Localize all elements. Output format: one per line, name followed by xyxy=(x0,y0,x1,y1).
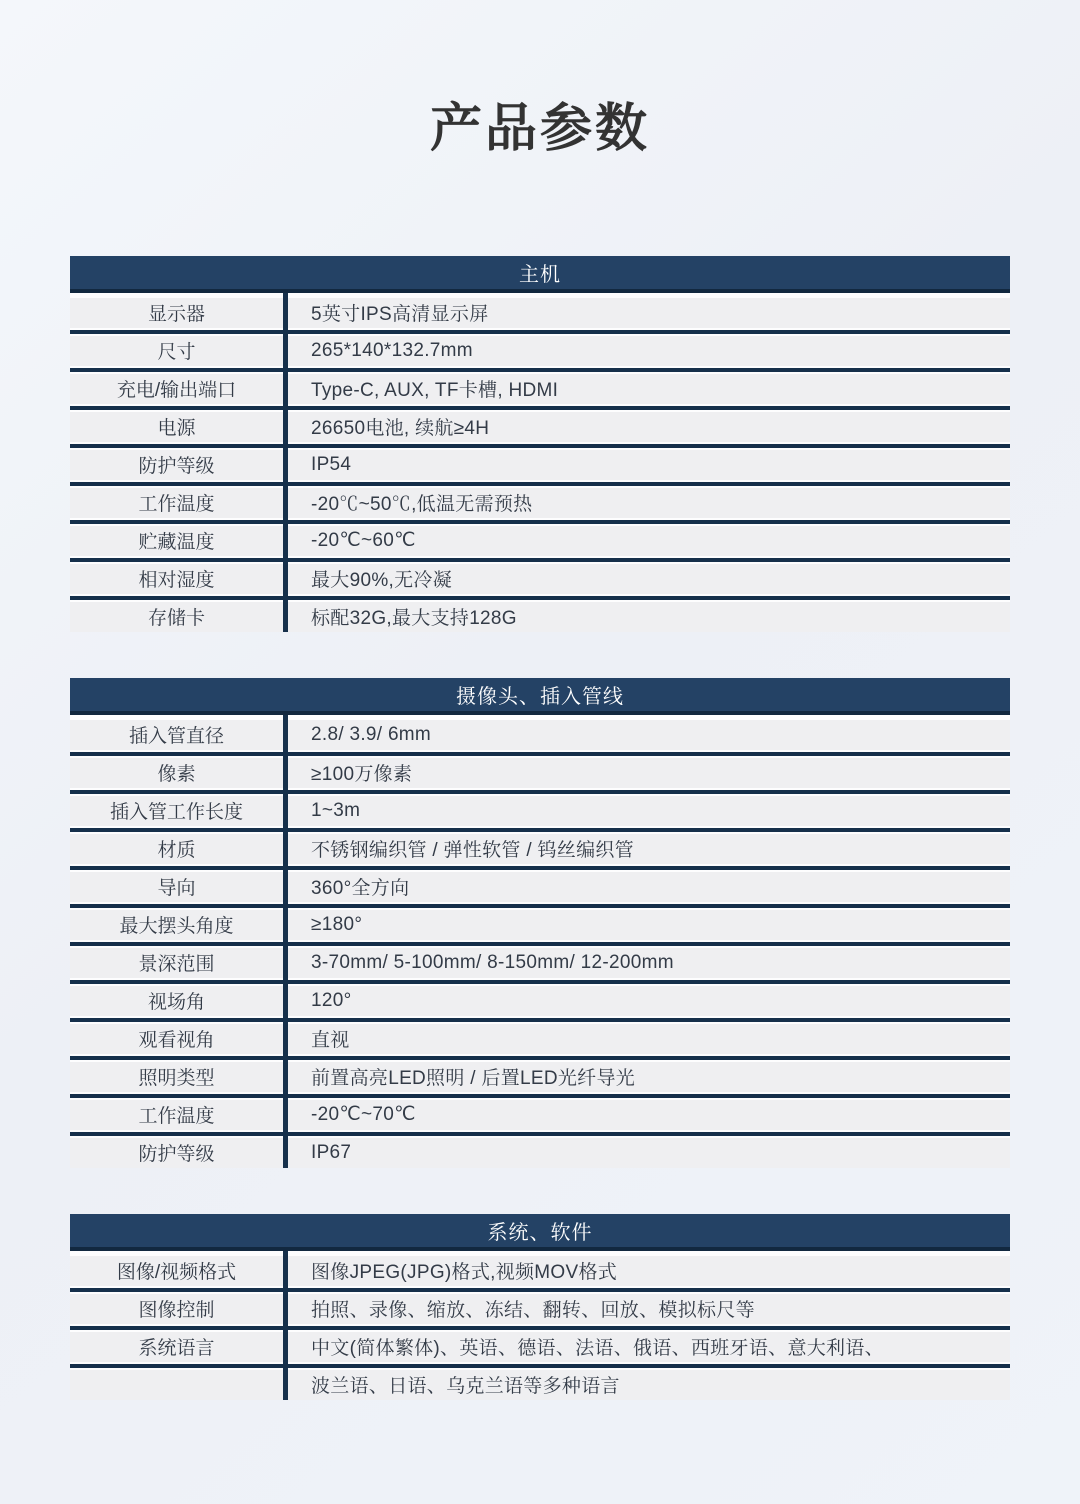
table-row xyxy=(70,834,1010,864)
row-label: 图像控制 xyxy=(138,1300,215,1322)
table-row xyxy=(70,1256,1010,1286)
table-row xyxy=(70,1332,1010,1362)
row-value: 最大90%,无冷凝 xyxy=(311,570,453,592)
table-row xyxy=(70,1370,1010,1400)
row-value: IP67 xyxy=(311,1141,352,1163)
row-value: 图像JPEG(JPG)格式,视频MOV格式 xyxy=(311,1262,618,1284)
row-label: 相对湿度 xyxy=(138,570,215,592)
row-label: 防护等级 xyxy=(138,1144,215,1166)
row-value: 120° xyxy=(311,989,352,1011)
row-separator xyxy=(70,1056,1010,1060)
row-label: 工作温度 xyxy=(138,494,215,516)
row-value: 前置高亮LED照明 / 后置LED光纤导光 xyxy=(311,1068,636,1090)
row-label: 最大摆头角度 xyxy=(119,916,234,938)
table-row xyxy=(70,1100,1010,1130)
row-label: 系统语言 xyxy=(138,1338,215,1360)
row-separator xyxy=(70,1018,1010,1022)
row-separator xyxy=(70,444,1010,448)
row-label: 景深范围 xyxy=(138,954,215,976)
row-label: 照明类型 xyxy=(138,1068,215,1090)
column-divider xyxy=(283,293,288,632)
table-row xyxy=(70,336,1010,366)
row-label: 观看视角 xyxy=(138,1030,215,1052)
table-body xyxy=(70,715,1010,1168)
row-separator xyxy=(70,866,1010,870)
row-separator xyxy=(70,1326,1010,1330)
spec-table-system-software xyxy=(70,1214,1010,1400)
table-header: 主机 xyxy=(70,256,1010,293)
row-label: 尺寸 xyxy=(157,342,196,364)
row-label: 图像/视频格式 xyxy=(116,1262,237,1284)
row-label: 工作温度 xyxy=(138,1106,215,1128)
row-separator xyxy=(70,520,1010,524)
table-body xyxy=(70,1251,1010,1400)
row-label: 防护等级 xyxy=(138,456,215,478)
row-label: 像素 xyxy=(157,764,196,786)
table-row xyxy=(70,910,1010,940)
page-title: 产品参数 xyxy=(429,100,650,158)
table-row xyxy=(70,872,1010,902)
row-label: 视场角 xyxy=(147,992,205,1014)
row-label: 存储卡 xyxy=(147,608,205,630)
spec-table-camera-tube xyxy=(70,678,1010,1168)
row-value: -20℃~50℃,低温无需预热 xyxy=(311,494,533,516)
row-separator xyxy=(70,790,1010,794)
row-value: 360°全方向 xyxy=(311,878,410,900)
row-value: 拍照、录像、缩放、冻结、翻转、回放、模拟标尺等 xyxy=(311,1300,755,1322)
table-row xyxy=(70,720,1010,750)
row-separator xyxy=(70,828,1010,832)
table-row xyxy=(70,374,1010,404)
table-body xyxy=(70,293,1010,632)
row-value: 5英寸IPS高清显示屏 xyxy=(311,304,489,326)
table-header: 系统、软件 xyxy=(70,1214,1010,1251)
table-row xyxy=(70,986,1010,1016)
row-value: 不锈钢编织管 / 弹性软管 / 钨丝编织管 xyxy=(311,840,634,862)
row-value: ≥100万像素 xyxy=(311,764,413,786)
row-value: ≥180° xyxy=(311,913,363,935)
row-value: 直视 xyxy=(311,1030,350,1052)
table-row xyxy=(70,564,1010,594)
table-row xyxy=(70,602,1010,632)
row-separator xyxy=(70,1132,1010,1136)
row-separator xyxy=(70,368,1010,372)
row-value: IP54 xyxy=(311,453,352,475)
row-label: 插入管直径 xyxy=(128,726,224,748)
column-divider xyxy=(283,1251,288,1400)
row-label: 导向 xyxy=(157,878,196,900)
row-label: 材质 xyxy=(157,840,196,862)
row-value: 265*140*132.7mm xyxy=(311,339,473,361)
row-label: 插入管工作长度 xyxy=(109,802,243,824)
row-label: 显示器 xyxy=(147,304,205,326)
table-row xyxy=(70,488,1010,518)
row-value: 2.8/ 3.9/ 6mm xyxy=(311,723,432,745)
row-separator xyxy=(70,904,1010,908)
table-row xyxy=(70,450,1010,480)
table-row xyxy=(70,1138,1010,1168)
row-label: 充电/输出端口 xyxy=(116,380,237,402)
row-value: 26650电池, 续航≥4H xyxy=(311,418,490,440)
row-value: 中文(简体繁体)、英语、德语、法语、俄语、西班牙语、意大利语、 xyxy=(311,1338,884,1360)
tables-container xyxy=(0,256,1080,1400)
row-separator xyxy=(70,406,1010,410)
row-separator xyxy=(70,942,1010,946)
row-value: -20℃~60℃ xyxy=(311,530,416,552)
table-row xyxy=(70,1024,1010,1054)
row-separator xyxy=(70,1094,1010,1098)
row-label: 贮藏温度 xyxy=(138,532,215,554)
table-row xyxy=(70,526,1010,556)
row-separator xyxy=(70,596,1010,600)
spec-table-main-unit xyxy=(70,256,1010,632)
row-label: 电源 xyxy=(157,418,196,440)
row-value: -20℃~70℃ xyxy=(311,1104,416,1126)
table-row xyxy=(70,412,1010,442)
row-separator xyxy=(70,1364,1010,1368)
row-value: 1~3m xyxy=(311,799,361,821)
row-separator xyxy=(70,558,1010,562)
table-row xyxy=(70,796,1010,826)
row-value: 标配32G,最大支持128G xyxy=(311,608,517,630)
row-separator xyxy=(70,1288,1010,1292)
row-value: 波兰语、日语、乌克兰语等多种语言 xyxy=(311,1376,620,1398)
table-row xyxy=(70,1294,1010,1324)
row-separator xyxy=(70,980,1010,984)
table-header: 摄像头、插入管线 xyxy=(70,678,1010,715)
table-row xyxy=(70,1062,1010,1092)
table-row xyxy=(70,948,1010,978)
column-divider xyxy=(283,715,288,1168)
row-separator xyxy=(70,330,1010,334)
table-row xyxy=(70,298,1010,328)
row-label xyxy=(70,1370,283,1400)
row-separator xyxy=(70,482,1010,486)
table-row xyxy=(70,758,1010,788)
row-separator xyxy=(70,752,1010,756)
row-value: Type-C, AUX, TF卡槽, HDMI xyxy=(311,380,559,402)
row-value: 3-70mm/ 5-100mm/ 8-150mm/ 12-200mm xyxy=(311,951,674,973)
